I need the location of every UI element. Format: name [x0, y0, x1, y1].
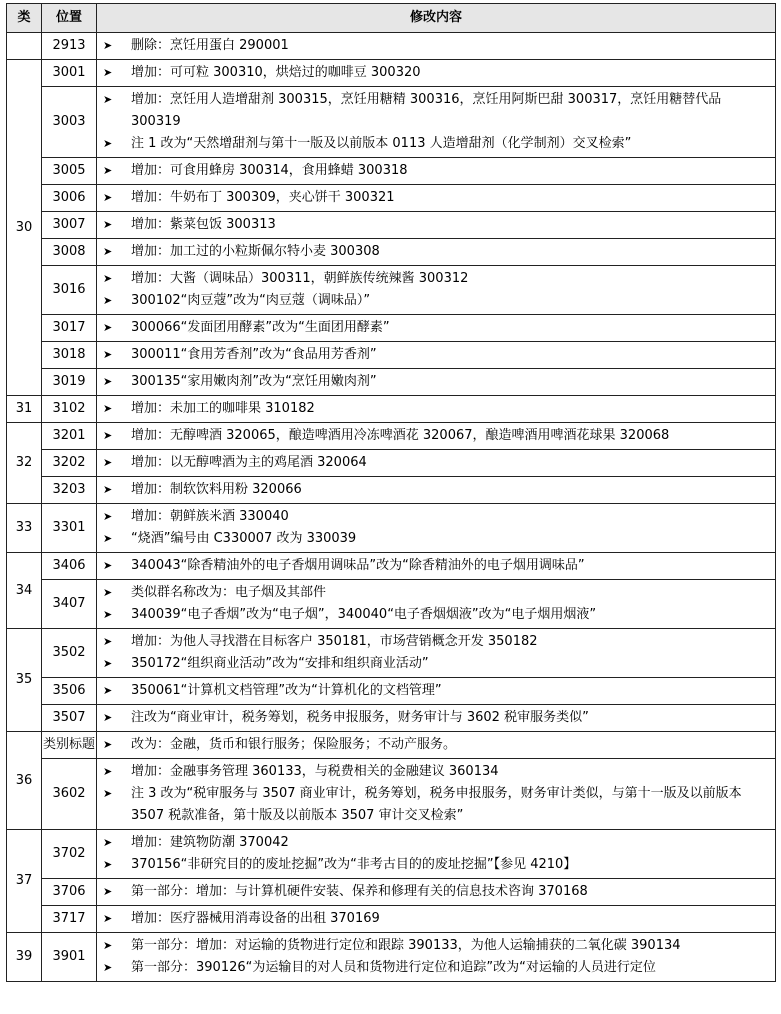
list-item: [103, 707, 771, 729]
position-cell: 3507: [42, 705, 97, 732]
position-cell: 3602: [42, 759, 97, 830]
content-cell: [97, 906, 776, 933]
item-text: 改为：金融，货币和银行服务；保险服务；不动产服务。: [131, 737, 457, 752]
list-item: [103, 506, 771, 528]
table-row: [7, 315, 776, 342]
content-cell: [97, 239, 776, 266]
item-text: 增加：制软饮料用粉 320066: [131, 482, 302, 497]
item-text: 增加：以无醇啤酒为主的鸡尾酒 320064: [131, 455, 367, 470]
category-cell: 32: [7, 423, 42, 504]
category-cell: [7, 33, 42, 60]
list-item: [103, 398, 771, 420]
list-item: [103, 832, 771, 854]
list-item: [103, 908, 771, 930]
arrow-bullet-icon: ➤: [103, 608, 113, 621]
arrow-bullet-icon: ➤: [103, 738, 113, 751]
position-cell: 类别标题: [42, 732, 97, 759]
position-cell: 3502: [42, 629, 97, 678]
content-cell: [97, 423, 776, 450]
content-cell: [97, 933, 776, 982]
list-item: [103, 214, 771, 236]
arrow-bullet-icon: ➤: [103, 429, 113, 442]
content-cell: [97, 629, 776, 678]
item-text: 340039“电子香烟”改为“电子烟”，340040“电子香烟烟液”改为“电子烟用烟液”: [131, 607, 597, 622]
table-row: [7, 580, 776, 629]
item-text: 370156“非研究目的的废址挖掘”改为“非考古目的的废址挖掘”【参见 4210】: [131, 857, 577, 872]
content-cell: [97, 185, 776, 212]
position-cell: 3301: [42, 504, 97, 553]
table-body: [7, 33, 776, 982]
list-item: [103, 653, 771, 675]
list-item: [103, 957, 771, 979]
position-cell: 3018: [42, 342, 97, 369]
table-row: [7, 266, 776, 315]
arrow-bullet-icon: ➤: [103, 586, 113, 599]
arrow-bullet-icon: ➤: [103, 321, 113, 334]
list-item: [103, 62, 771, 84]
list-item: [103, 160, 771, 182]
position-cell: 3102: [42, 396, 97, 423]
item-text: 增加：牛奶布丁 300309，夹心饼干 300321: [131, 190, 395, 205]
list-item: [103, 761, 771, 783]
content-cell: [97, 315, 776, 342]
position-cell: 3019: [42, 369, 97, 396]
list-item: [103, 935, 771, 957]
header-content: 修改内容: [97, 4, 776, 33]
arrow-bullet-icon: ➤: [103, 787, 113, 800]
list-item: [103, 680, 771, 702]
arrow-bullet-icon: ➤: [103, 858, 113, 871]
content-cell: [97, 678, 776, 705]
arrow-bullet-icon: ➤: [103, 657, 113, 670]
item-text: 第一部分：增加：与计算机硬件安装、保养和修理有关的信息技术咨询 370168: [131, 884, 588, 899]
category-cell: 36: [7, 732, 42, 830]
list-item: [103, 604, 771, 626]
arrow-bullet-icon: ➤: [103, 510, 113, 523]
content-cell: [97, 830, 776, 879]
content-cell: [97, 580, 776, 629]
item-text: 340043“除香精油外的电子香烟用调味品”改为“除香精油外的电子烟用调味品”: [131, 558, 585, 573]
item-text: 类似群名称改为：电子烟及其部件: [131, 585, 327, 600]
arrow-bullet-icon: ➤: [103, 294, 113, 307]
item-text: 增加：金融事务管理 360133，与税费相关的金融建议 360134: [131, 764, 499, 779]
list-item: [103, 371, 771, 393]
item-text: 增加：烹饪用人造增甜剂 300315，烹饪用糖精 300316，烹饪用阿斯巴甜 300317，烹饪用糖替代品 300319: [131, 92, 722, 129]
table-row: [7, 342, 776, 369]
table-row: [7, 906, 776, 933]
position-cell: 3001: [42, 60, 97, 87]
item-text: 注 3 改为“税审服务与 3507 商业审计，税务筹划，税务申报服务，财务审计类似，与第十一版及以前版本 3507 税款准备，第十版及以前版本 3507 审计交叉检索”: [131, 786, 742, 823]
arrow-bullet-icon: ➤: [103, 961, 113, 974]
list-item: [103, 555, 771, 577]
table-row: [7, 450, 776, 477]
arrow-bullet-icon: ➤: [103, 218, 113, 231]
item-text: 增加：无醇啤酒 320065，酿造啤酒用冷冻啤酒花 320067，酿造啤酒用啤酒花球果 320068: [131, 428, 670, 443]
position-cell: 3203: [42, 477, 97, 504]
arrow-bullet-icon: ➤: [103, 191, 113, 204]
item-text: 增加：可食用蜂房 300314，食用蜂蜡 300318: [131, 163, 408, 178]
item-text: 300066“发面团用酵素”改为“生面团用酵素”: [131, 320, 390, 335]
arrow-bullet-icon: ➤: [103, 939, 113, 952]
position-cell: 3202: [42, 450, 97, 477]
item-text: 增加：未加工的咖啡果 310182: [131, 401, 315, 416]
list-item: [103, 187, 771, 209]
item-text: 350061“计算机文档管理”改为“计算机化的文档管理”: [131, 683, 442, 698]
list-item: [103, 344, 771, 366]
header-category: 类: [7, 4, 42, 33]
table-row: [7, 879, 776, 906]
arrow-bullet-icon: ➤: [103, 456, 113, 469]
item-text: 注改为“商业审计，税务筹划，税务申报服务，财务审计与 3602 税审服务类似”: [131, 710, 589, 725]
table-row: [7, 239, 776, 266]
item-text: 第一部分：增加：对运输的货物进行定位和跟踪 390133，为他人运输捕获的二氧化碳 390134: [131, 938, 681, 953]
arrow-bullet-icon: ➤: [103, 885, 113, 898]
list-item: [103, 854, 771, 876]
list-item: [103, 479, 771, 501]
table-row: [7, 830, 776, 879]
item-text: 300135“家用嫩肉剂”改为“烹饪用嫩肉剂”: [131, 374, 377, 389]
arrow-bullet-icon: ➤: [103, 635, 113, 648]
item-text: 第一部分：390126“为运输目的对人员和货物进行定位和追踪”改为“对运输的人员进行定位: [131, 960, 656, 975]
item-text: 增加：紫菜包饭 300313: [131, 217, 276, 232]
arrow-bullet-icon: ➤: [103, 93, 113, 106]
header-position: 位置: [42, 4, 97, 33]
table-row: [7, 477, 776, 504]
item-text: 350172“组织商业活动”改为“安排和组织商业活动”: [131, 656, 429, 671]
list-item: [103, 317, 771, 339]
content-cell: [97, 33, 776, 60]
arrow-bullet-icon: ➤: [103, 245, 113, 258]
content-cell: [97, 87, 776, 158]
position-cell: 3901: [42, 933, 97, 982]
item-text: 增加：朝鲜族米酒 330040: [131, 509, 289, 524]
content-cell: [97, 705, 776, 732]
item-text: 增加：加工过的小粒斯佩尔特小麦 300308: [131, 244, 380, 259]
position-cell: 3717: [42, 906, 97, 933]
arrow-bullet-icon: ➤: [103, 66, 113, 79]
item-text: 增加：大酱（调味品）300311，朝鲜族传统辣酱 300312: [131, 271, 469, 286]
amendment-table: [6, 3, 776, 982]
table-row: [7, 705, 776, 732]
list-item: [103, 881, 771, 903]
arrow-bullet-icon: ➤: [103, 164, 113, 177]
position-cell: 3506: [42, 678, 97, 705]
content-cell: [97, 879, 776, 906]
item-text: 增加：可可粒 300310，烘焙过的咖啡豆 300320: [131, 65, 421, 80]
position-cell: 3006: [42, 185, 97, 212]
arrow-bullet-icon: ➤: [103, 483, 113, 496]
category-cell: 39: [7, 933, 42, 982]
content-cell: [97, 477, 776, 504]
list-item: [103, 290, 771, 312]
item-text: 300011“食用芳香剂”改为“食品用芳香剂”: [131, 347, 377, 362]
item-text: 增加：为他人寻找潜在目标客户 350181，市场营销概念开发 350182: [131, 634, 538, 649]
list-item: [103, 734, 771, 756]
position-cell: 3702: [42, 830, 97, 879]
list-item: [103, 268, 771, 290]
item-text: 300102“肉豆蔻”改为“肉豆蔻（调味品）”: [131, 293, 371, 308]
position-cell: 3017: [42, 315, 97, 342]
table-row: [7, 759, 776, 830]
position-cell: 3201: [42, 423, 97, 450]
item-text: “烧酒”编号由 C330007 改为 330039: [131, 531, 357, 546]
content-cell: [97, 342, 776, 369]
arrow-bullet-icon: ➤: [103, 765, 113, 778]
position-cell: 3016: [42, 266, 97, 315]
content-cell: [97, 158, 776, 185]
list-item: [103, 783, 771, 827]
item-text: 删除：烹饪用蛋白 290001: [131, 38, 289, 53]
content-cell: [97, 732, 776, 759]
arrow-bullet-icon: ➤: [103, 39, 113, 52]
category-cell: 30: [7, 60, 42, 396]
position-cell: 3008: [42, 239, 97, 266]
arrow-bullet-icon: ➤: [103, 711, 113, 724]
table-row: [7, 678, 776, 705]
item-text: 增加：医疗器械用消毒设备的出租 370169: [131, 911, 380, 926]
table-row: [7, 33, 776, 60]
content-cell: [97, 60, 776, 87]
position-cell: 3706: [42, 879, 97, 906]
list-item: [103, 241, 771, 263]
table-row: [7, 732, 776, 759]
item-text: 注 1 改为“天然增甜剂与第十一版及以前版本 0113 人造增甜剂（化学制剂）交叉检索”: [131, 136, 632, 151]
item-text: 增加：建筑物防潮 370042: [131, 835, 289, 850]
list-item: [103, 133, 771, 155]
position-cell: 3005: [42, 158, 97, 185]
category-cell: 34: [7, 553, 42, 629]
arrow-bullet-icon: ➤: [103, 912, 113, 925]
content-cell: [97, 553, 776, 580]
list-item: [103, 89, 771, 133]
table-row: [7, 158, 776, 185]
arrow-bullet-icon: ➤: [103, 137, 113, 150]
content-cell: [97, 759, 776, 830]
list-item: [103, 631, 771, 653]
position-cell: 3406: [42, 553, 97, 580]
list-item: [103, 425, 771, 447]
category-cell: 31: [7, 396, 42, 423]
arrow-bullet-icon: ➤: [103, 272, 113, 285]
arrow-bullet-icon: ➤: [103, 559, 113, 572]
content-cell: [97, 450, 776, 477]
table-row: [7, 933, 776, 982]
position-cell: 3003: [42, 87, 97, 158]
list-item: [103, 452, 771, 474]
table-row: [7, 60, 776, 87]
table-row: [7, 553, 776, 580]
content-cell: [97, 369, 776, 396]
position-cell: 2913: [42, 33, 97, 60]
table-header-row: [7, 4, 776, 33]
position-cell: 3407: [42, 580, 97, 629]
table-row: [7, 396, 776, 423]
list-item: [103, 582, 771, 604]
content-cell: [97, 396, 776, 423]
table-row: [7, 629, 776, 678]
list-item: [103, 35, 771, 57]
arrow-bullet-icon: ➤: [103, 402, 113, 415]
arrow-bullet-icon: ➤: [103, 375, 113, 388]
category-cell: 33: [7, 504, 42, 553]
arrow-bullet-icon: ➤: [103, 684, 113, 697]
table-row: [7, 87, 776, 158]
content-cell: [97, 212, 776, 239]
content-cell: [97, 504, 776, 553]
arrow-bullet-icon: ➤: [103, 836, 113, 849]
position-cell: 3007: [42, 212, 97, 239]
table-row: [7, 504, 776, 553]
list-item: [103, 528, 771, 550]
arrow-bullet-icon: ➤: [103, 532, 113, 545]
arrow-bullet-icon: ➤: [103, 348, 113, 361]
table-row: [7, 185, 776, 212]
table-row: [7, 369, 776, 396]
content-cell: [97, 266, 776, 315]
category-cell: 37: [7, 830, 42, 933]
table-row: [7, 212, 776, 239]
category-cell: 35: [7, 629, 42, 732]
table-row: [7, 423, 776, 450]
